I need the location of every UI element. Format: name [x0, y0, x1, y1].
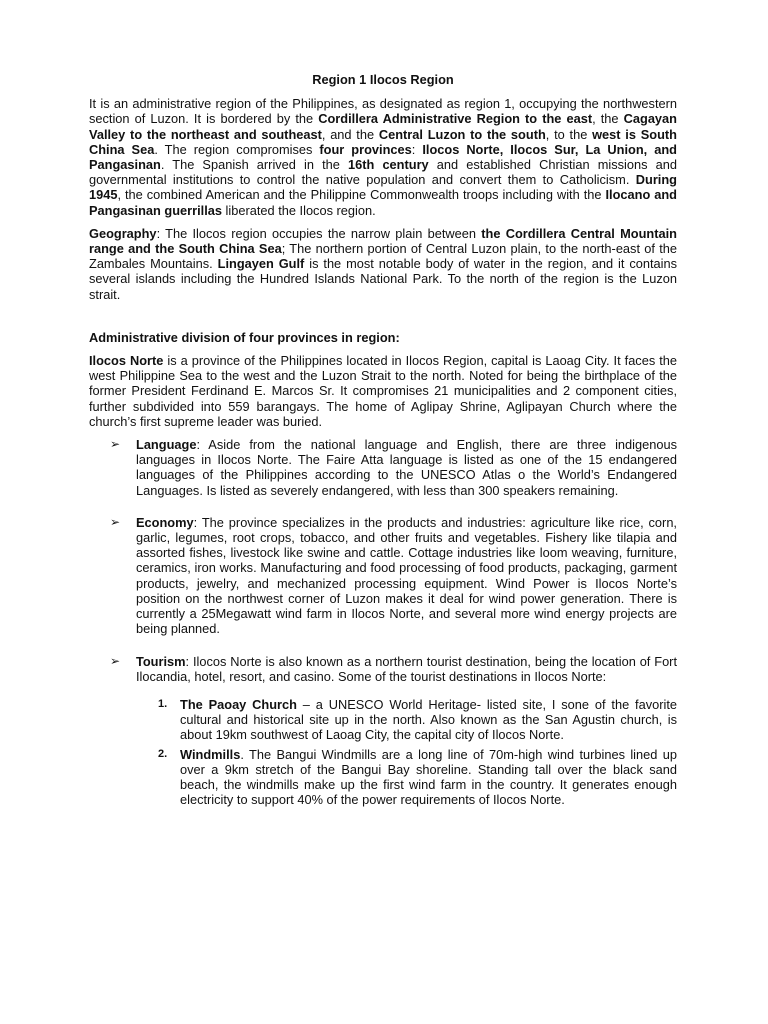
document-title: Region 1 Ilocos Region	[312, 72, 454, 87]
tourist-spot-text: – a UNESCO World Heritage- listed site, I sone of the favorite cultural and historical site up in the north. Also known as the San Agustin church, is about 19km southwest of Laoag City, the capital city of Ilocos Norte.	[180, 696, 678, 743]
bullet-label: Language	[136, 437, 197, 453]
intro-text: . The Spanish arrived in the	[160, 157, 349, 173]
tourist-spot-label: The Paoay Church	[180, 696, 297, 712]
bullet-text: : The province specializes in the products and industries: agriculture like rice, corn, garlic, legumes, root crops, tobacco, and other fruits and vegetables. Fishery like tilapia and assorted fishes, livestock like swine and cattle. Cottage industries like loom weaving, furniture, ceramics, iron works. Manufacturing and food processing of food products, packaging, garment products, jewelry, and mechanized processing equipment. Wind Power is Ilocos Norte’s position on the northwest corner of Luzon makes it deal for wind power generation. There is currently a 25Megawatt wind farm in Ilocos Norte, and several more wind energy projects are being planned.	[136, 514, 677, 637]
geography-text: : The Ilocos region occupies the narrow plain between	[156, 225, 482, 241]
intro-bold: Ilocano and Pangasinan guerrillas	[89, 187, 677, 218]
intro-text: :	[411, 141, 423, 157]
arrow-bullet-icon: ➢	[110, 653, 121, 668]
list-number: 2.	[158, 747, 168, 760]
bullet-label: Tourism	[136, 653, 186, 669]
arrow-bullet-icon: ➢	[110, 437, 121, 452]
intro-bold: During 1945	[89, 172, 677, 203]
section-heading: Administrative division of four provinces in region:	[89, 329, 400, 345]
tourist-spot-label: Windmills	[180, 746, 241, 762]
geography-text: is the most notable body of water in the region, and it contains several islands including the Hundred Islands National Park. To the north of the region is the Luzon strait.	[89, 256, 677, 302]
geography-bold: Lingayen Gulf	[217, 256, 305, 272]
intro-text: , the combined American and the Philippine Commonwealth troops including with the	[117, 187, 606, 203]
arrow-bullet-icon: ➢	[110, 514, 121, 529]
bullet-text: : Ilocos Norte is also known as a northern tourist destination, being the location of Fort Ilocandia, hotel, resort, and casino. Some of the tourist destinations in Ilocos Norte:	[136, 653, 677, 684]
geography-text: ; The northern portion of Central Luzon plain, to the north-east of the Zambales Mountains.	[89, 241, 677, 272]
geography-paragraph	[89, 226, 677, 302]
intro-bold: Cordillera Administrative Region to the east	[318, 111, 593, 127]
tourist-spot-paoay-church	[89, 697, 677, 743]
intro-text: It is an administrative region of the Philippines, as designated as region 1, occupying the northwestern section of Luzon. It is bordered by the	[89, 96, 677, 127]
bullet-language	[89, 437, 677, 498]
intro-bold: west is South China Sea	[89, 126, 677, 157]
intro-bold: Ilocos Norte, Ilocos Sur, La Union, and Pangasinan	[89, 141, 677, 173]
tourist-spot-list	[89, 697, 677, 807]
bullet-text: : Aside from the national language and English, there are three indigenous languages in Ilocos Norte. The Faire Atta language is listed as one of the 15 endangered languages of the Philippines according to the UNESCO Atlas o the World’s Endangered Languages. Is listed as severely endangered, with less than 300 speakers remaining.	[136, 437, 677, 498]
intro-bold: Central Luzon to the south	[378, 126, 546, 142]
document-page	[89, 72, 677, 811]
tourist-spot-text: . The Bangui Windmills are a long line of 70m-high wind turbines lined up over a 9km stretch of the Bangui Bay shoreline. Standing tall over the black sand beach, the windmills make up the first wind farm in the country. It generates enough electricity to support 40% of the power requirements of Ilocos Norte.	[180, 746, 677, 808]
intro-text: , the	[592, 111, 624, 127]
ilocos-norte-text: is a province of the Philippines located in Ilocos Region, capital is Laoag City. It faces the west Philippine Sea to the west and the Luzon Strait to the north. Noted for being the birthplace of the former President Ferdinand E. Marcos Sr. It compromises 21 municipalities and 2 component cities, further subdivided into 559 barangays. The home of Aglipay Shrine, Aglipayan Church where the church’s first supreme leader was buried.	[89, 353, 678, 429]
intro-text: , and the	[321, 126, 379, 142]
intro-text: and established Christian missions and governmental institutions to control the native population and convert them to Catholicism.	[89, 157, 677, 188]
intro-bold: Cagayan Valley to the northeast and southeast	[89, 111, 677, 142]
ilocos-norte-label: Ilocos Norte	[89, 353, 164, 369]
ilocos-norte-paragraph	[89, 353, 677, 429]
intro-text: . The region compromises	[154, 141, 320, 157]
bullet-list	[89, 437, 677, 684]
bullet-tourism	[89, 654, 677, 684]
intro-text: , to the	[545, 126, 593, 142]
geography-bold: the Cordillera Central Mountain range and the South China Sea	[89, 225, 677, 257]
bullet-label: Economy	[136, 514, 194, 530]
tourist-spot-windmills	[89, 747, 677, 808]
intro-paragraph	[89, 96, 677, 218]
list-number: 1.	[158, 697, 168, 710]
intro-bold: 16th century	[348, 157, 429, 173]
bullet-economy	[89, 515, 677, 637]
intro-bold: four provinces	[319, 141, 412, 157]
geography-label: Geography	[89, 225, 157, 241]
intro-text: liberated the Ilocos region.	[222, 202, 376, 218]
